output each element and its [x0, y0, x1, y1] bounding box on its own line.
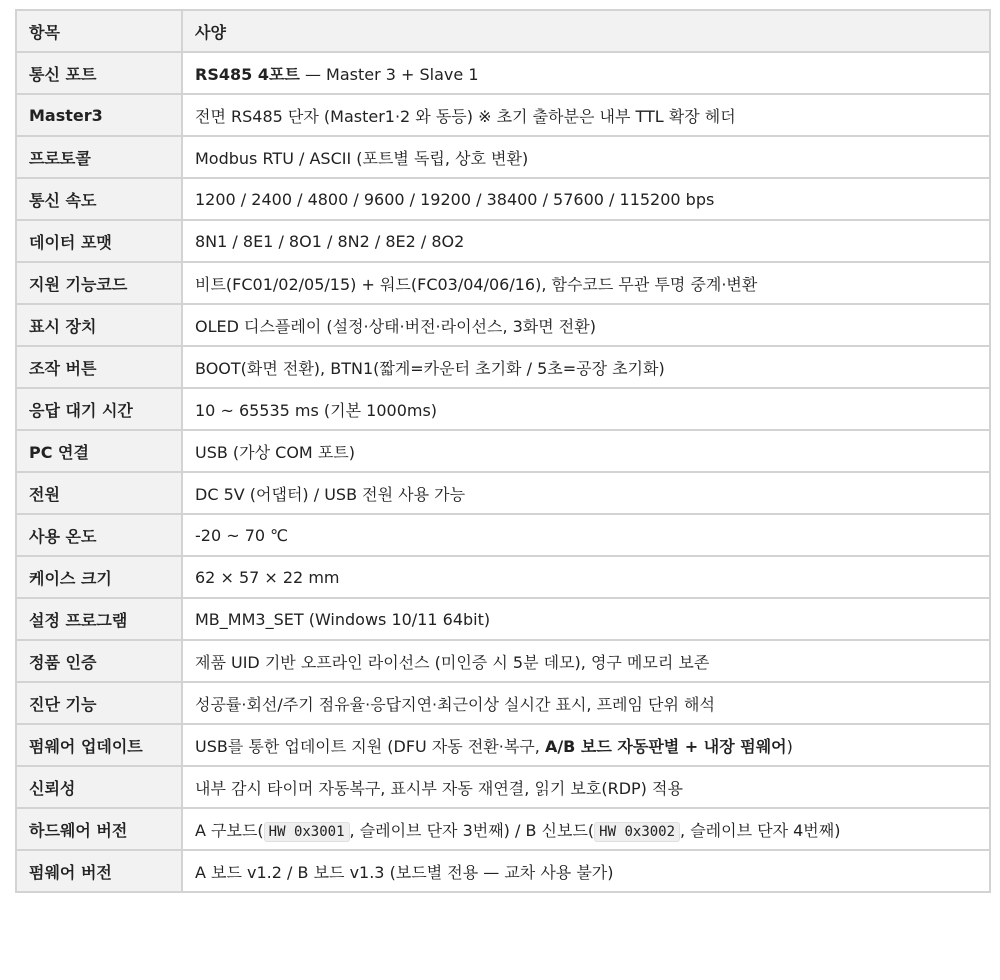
row-item-label: 사용 온도: [16, 514, 182, 556]
table-row: [16, 598, 990, 640]
row-spec-value: [182, 472, 990, 514]
table-body: [16, 52, 990, 892]
spec-text: -20 ~ 70 ℃: [195, 525, 289, 545]
table-row: [16, 556, 990, 598]
spec-text: USB를 통한 업데이트 지원 (DFU 자동 전환·복구,: [195, 736, 545, 756]
row-item-label: 정품 인증: [16, 640, 182, 682]
row-spec-value: [182, 304, 990, 346]
row-spec-value: [182, 598, 990, 640]
row-spec-value: [182, 388, 990, 430]
row-item-label: 통신 포트: [16, 52, 182, 94]
table-row: [16, 220, 990, 262]
table-row: [16, 766, 990, 808]
row-spec-value: [182, 94, 990, 136]
hw-code: HW 0x3002: [594, 822, 680, 842]
row-item-label: 데이터 포맷: [16, 220, 182, 262]
table-row: [16, 94, 990, 136]
table-row: [16, 682, 990, 724]
row-spec-value: [182, 136, 990, 178]
header-item: 항목: [16, 10, 182, 52]
table-row: [16, 346, 990, 388]
row-item-label: 표시 장치: [16, 304, 182, 346]
table-row: [16, 640, 990, 682]
row-spec-value: [182, 808, 990, 850]
row-item-label: 펌웨어 업데이트: [16, 724, 182, 766]
table-row: [16, 724, 990, 766]
spec-text: 비트(FC01/02/05/15) + 워드(FC03/04/06/16), 함수코드 무관 투명 중계·변환: [195, 274, 758, 294]
table-row: [16, 52, 990, 94]
spec-text: ): [786, 736, 793, 756]
spec-emphasis: A/B 보드 자동판별 + 내장 펌웨어: [544, 736, 787, 756]
spec-text: A 보드 v1.2 / B 보드 v1.3 (보드별 전용 — 교차 사용 불가): [195, 862, 614, 882]
row-spec-value: [182, 346, 990, 388]
spec-text: MB_MM3_SET (Windows 10/11 64bit): [195, 609, 491, 629]
row-item-label: 신뢰성: [16, 766, 182, 808]
table-row: [16, 850, 990, 892]
spec-text: 내부 감시 타이머 자동복구, 표시부 자동 재연결, 읽기 보호(RDP) 적용: [195, 778, 683, 798]
row-item-label: 펌웨어 버전: [16, 850, 182, 892]
table-row: [16, 178, 990, 220]
row-item-label: 케이스 크기: [16, 556, 182, 598]
spec-text: 전면 RS485 단자 (Master1·2 와 동등) ※ 초기 출하분은 내부 TTL 확장 헤더: [195, 106, 736, 126]
spec-text: Modbus RTU / ASCII (포트별 독립, 상호 변환): [195, 148, 529, 168]
row-item-label: 조작 버튼: [16, 346, 182, 388]
spec-text: , 슬레이브 단자 4번째): [680, 820, 841, 840]
row-spec-value: [182, 640, 990, 682]
header-row: [16, 10, 990, 52]
spec-text: 62 × 57 × 22 mm: [195, 567, 340, 587]
header-spec: 사양: [182, 10, 990, 52]
spec-table: [15, 9, 991, 893]
table-row: [16, 136, 990, 178]
row-item-label: 응답 대기 시간: [16, 388, 182, 430]
table-row: [16, 388, 990, 430]
row-spec-value: [182, 430, 990, 472]
row-item-label: Master3: [16, 94, 182, 136]
table-row: [16, 514, 990, 556]
row-spec-value: [182, 682, 990, 724]
spec-text: DC 5V (어댑터) / USB 전원 사용 가능: [195, 484, 466, 504]
row-item-label: PC 연결: [16, 430, 182, 472]
table-row: [16, 430, 990, 472]
spec-text: 10 ~ 65535 ms (기본 1000ms): [195, 400, 438, 420]
row-spec-value: [182, 556, 990, 598]
spec-text: 제품 UID 기반 오프라인 라이선스 (미인증 시 5분 데모), 영구 메모리 보존: [195, 652, 710, 672]
row-item-label: 하드웨어 버전: [16, 808, 182, 850]
spec-text: 8N1 / 8E1 / 8O1 / 8N2 / 8E2 / 8O2: [195, 231, 465, 251]
row-spec-value: [182, 850, 990, 892]
row-spec-value: [182, 178, 990, 220]
row-spec-value: [182, 262, 990, 304]
row-spec-value: [182, 52, 990, 94]
row-item-label: 프로토콜: [16, 136, 182, 178]
spec-text: 성공률·회선/주기 점유율·응답지연·최근이상 실시간 표시, 프레임 단위 해석: [195, 694, 715, 714]
spec-text: A 구보드(: [195, 820, 264, 840]
table-row: [16, 472, 990, 514]
row-item-label: 지원 기능코드: [16, 262, 182, 304]
table-row: [16, 262, 990, 304]
spec-emphasis: RS485 4포트: [195, 64, 300, 84]
row-spec-value: [182, 724, 990, 766]
row-spec-value: [182, 766, 990, 808]
hw-code: HW 0x3001: [264, 822, 350, 842]
row-spec-value: [182, 514, 990, 556]
spec-text: — Master 3 + Slave 1: [299, 64, 479, 84]
row-item-label: 통신 속도: [16, 178, 182, 220]
spec-text: , 슬레이브 단자 3번째) / B 신보드(: [349, 820, 595, 840]
row-item-label: 진단 기능: [16, 682, 182, 724]
spec-text: BOOT(화면 전환), BTN1(짧게=카운터 초기화 / 5초=공장 초기화): [195, 358, 665, 378]
table-header: [16, 10, 990, 52]
spec-text: OLED 디스플레이 (설정·상태·버전·라이선스, 3화면 전환): [195, 316, 596, 336]
table-row: [16, 304, 990, 346]
row-item-label: 설정 프로그램: [16, 598, 182, 640]
spec-text: USB (가상 COM 포트): [195, 442, 355, 462]
row-item-label: 전원: [16, 472, 182, 514]
table-row: [16, 808, 990, 850]
row-spec-value: [182, 220, 990, 262]
spec-text: 1200 / 2400 / 4800 / 9600 / 19200 / 38400 / 57600 / 115200 bps: [195, 189, 715, 209]
